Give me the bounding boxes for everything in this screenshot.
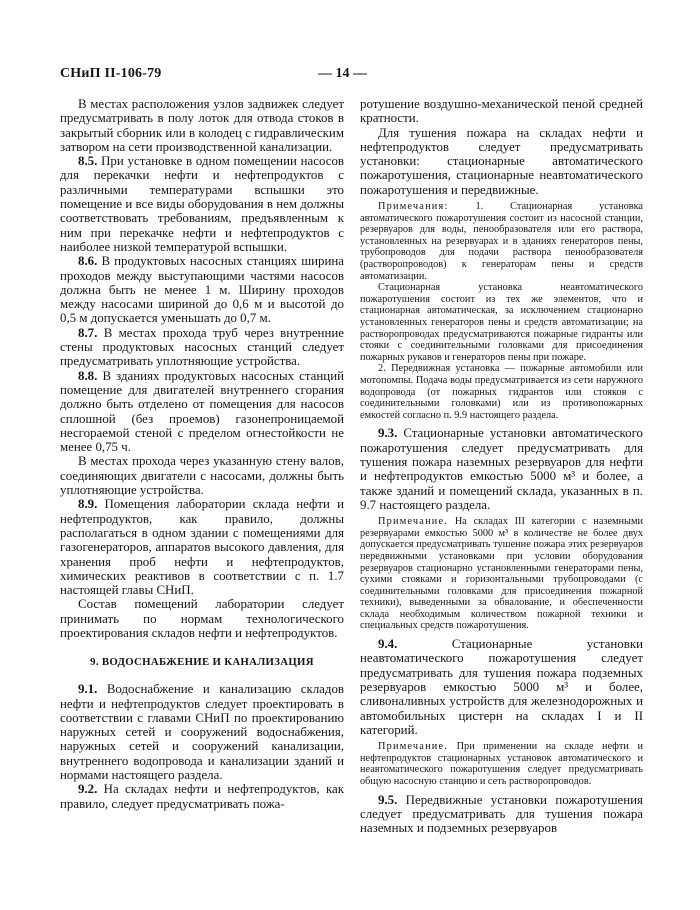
clause-8-9 [60, 497, 344, 597]
clause-9-5 [360, 793, 643, 836]
clause-text: В зданиях продуктовых насосных станций помещение для двигателей внутреннего сгорания должно быть отделено от помещения для насосов сплошной (без проемов) газонепроницаемой несгораемой стеной с пределом огнестойкости не менее 0,75 ч. [60, 368, 344, 455]
clause-text: При установке в одном помещении насосов для перекачки нефти и нефтепродуктов с различными температурами вспышки это помещение и все виды оборудования в нем должны соответствовать требованиям, предъявленным к ним при перекачке нефти и нефтепродуктов с наиболее низкой температурой вспышки. [60, 154, 344, 254]
note-1 [360, 201, 643, 421]
document-code: СНиП II-106-79 [60, 66, 162, 81]
clause-text: Передвижные установки пожаротушения следует предусматривать для тушения пожара наземных и подземных резервуаров [360, 792, 643, 836]
note-text: При применении на складе нефти и нефтепродуктов стационарных установок автоматического и неавтоматического пожаротушения следует предусматривать общую насосную станцию и сеть растворопроводов. [360, 741, 644, 787]
clause-8-7 [60, 326, 344, 369]
right-column [360, 97, 643, 835]
note-text: На складах III категории с наземными резервуарами емкостью 5000 м³ в количестве не более двух допускается предусматривать тушение пожара этих резервуаров передвижными установками при условии оборудования резервуаров стационарно установленными генераторами пены, сухими стояками и горизонтальными трубопроводами (с соединительными головками для присоединения пожарной техники), выведенными за обвалование, и обеспеченности склада необходимым количеством пожарной техники и специальных средств пожаротушения. [360, 516, 643, 632]
clause-9-4 [360, 637, 643, 737]
clause-9-3 [360, 426, 643, 512]
clause-8-6 [60, 254, 344, 325]
paragraph-fire-installations: Для тушения пожара на складах нефти и нефтепродуктов следует предусматривать установки: стационарные автоматического пожаротушения, стационарные неавтоматического пожаротушения и передвижные. [360, 125, 643, 197]
clause-number: 9.5. [378, 792, 398, 807]
page-number: — 14 — [318, 66, 367, 81]
clause-number: 8.8. [78, 368, 98, 383]
clause-text: Стационарные установки автоматического пожаротушения следует предусматривать для тушения пожара наземных резервуаров для нефти и нефтепродуктов емкостью 5000 м³ и более, а также зданий и помещений склада, указанных в п. 9.7 настоящего раздела. [360, 426, 643, 512]
paragraph-drainage: В местах расположения узлов задвижек следует предусматривать в полу лоток для отвода стоков в закрытый сборник или в колодец с гидравлическим затвором на сети производственной канализации. [60, 97, 344, 154]
section-title: 9. ВОДОСНАБЖЕНИЕ И КАНАЛИЗАЦИЯ [90, 656, 314, 669]
clause-number: 8.6. [78, 254, 98, 269]
note-2 [360, 516, 643, 632]
clause-number: 9.2. [78, 782, 98, 797]
clause-text: Стационарные установки неавтоматического пожаротушения следует предусматривать для тушения пожара подземных резервуаров емкостью 5000 м³ и более, сливоналивных устройств для железнодорожных и автомобильных цистерн на складах I и II категорий. [360, 637, 643, 737]
clause-number: 9.1. [78, 682, 98, 697]
note-label: Примечания: [378, 201, 449, 213]
clause-text: Помещения лаборатории склада нефти и нефтепродуктов, как правило, должны располагаться в одном здании с помещениями для газогенераторов, аппаратов высокого давления, для хранения проб нефти и нефтепродуктов, химических реактивов в соответствии с п. 1.7 настоящей главы СНиП. [60, 497, 344, 598]
note-1-item-1 [360, 201, 643, 282]
paragraph-shaft-seals: В местах прохода через указанную стену валов, соединяющих двигатели с насосами, должны быть уплотняющие устройства. [60, 454, 344, 498]
left-column [60, 97, 344, 811]
note-1-item-2: 2. Передвижная установка — пожарные автомобили или мотопомпы. Подача воды предусматривается из сети наружного водопровода (от пожарных гидрантов или стояков с соединительными головками) или из противопожарных емкостей согласно п. 9.9 настоящего раздела. [360, 363, 643, 421]
clause-number: 8.5. [78, 154, 98, 169]
clause-8-5 [60, 154, 344, 254]
clause-number: 9.4. [378, 637, 398, 652]
note-3-text-block [360, 741, 643, 787]
note-2-text-block [360, 516, 643, 632]
note-1-item-1-cont: Стационарная установка неавтоматического пожаротушения состоит из тех же элементов, что и стационарная автоматическая, за исключением стационарно установленных генераторов пены и средств автоматизации; на растворопроводах предусматриваются пожарные гидранты или стояки с соединительными головками для присоединения пожарных рукавов и генераторов пены при пожаре. [360, 282, 643, 363]
clause-8-8 [60, 369, 344, 455]
clause-text: В местах прохода труб через внутренние стены продуктовых насосных станций следует предусматривать уплотняющие устройства. [60, 325, 344, 369]
note-3 [360, 741, 643, 787]
clause-number: 8.9. [78, 497, 98, 512]
clause-text: Водоснабжение и канализацию складов нефти и нефтепродуктов следует проектировать в соответствии с главами СНиП по проектированию наружных сетей и сооружений водоснабжения, наружных сетей и сооружений канализации, внутреннего водопровода и канализации зданий и нормами настоящего раздела. [60, 682, 344, 783]
note-text: 1. Стационарная установка автоматического пожаротушения состоит из насосной станции, резервуаров для воды, пенообразователя или его раствора, установленных на резервуарах и в зданиях генераторов пены, трубопроводов для подачи раствора пенообразователя (растворопроводов) к генераторам пены и средств автоматизации. [360, 201, 644, 282]
clause-text: На складах нефти и нефтепродуктов, как правило, следует предусматривать пожа- [60, 782, 344, 811]
clause-number: 8.7. [78, 325, 98, 340]
clause-number: 9.3. [378, 426, 398, 441]
note-label: Примечание. [378, 741, 449, 753]
paragraph-laboratory: Состав помещений лаборатории следует принимать по нормам технологического проектирования складов нефти и нефтепродуктов. [60, 597, 344, 640]
clause-9-2 [60, 782, 344, 811]
paragraph-continuation: ротушение воздушно-механической пеной средней кратности. [360, 97, 643, 126]
note-label: Примечание. [378, 516, 449, 528]
clause-9-1 [60, 682, 344, 782]
clause-text: В продуктовых насосных станциях ширина проходов между выступающими частями насосов должна быть не менее 1 м. Ширину проходов между насосами шириной до 0,6 м и высотой до 0,5 м допускается уменьшать до 0,7 м. [60, 254, 344, 326]
